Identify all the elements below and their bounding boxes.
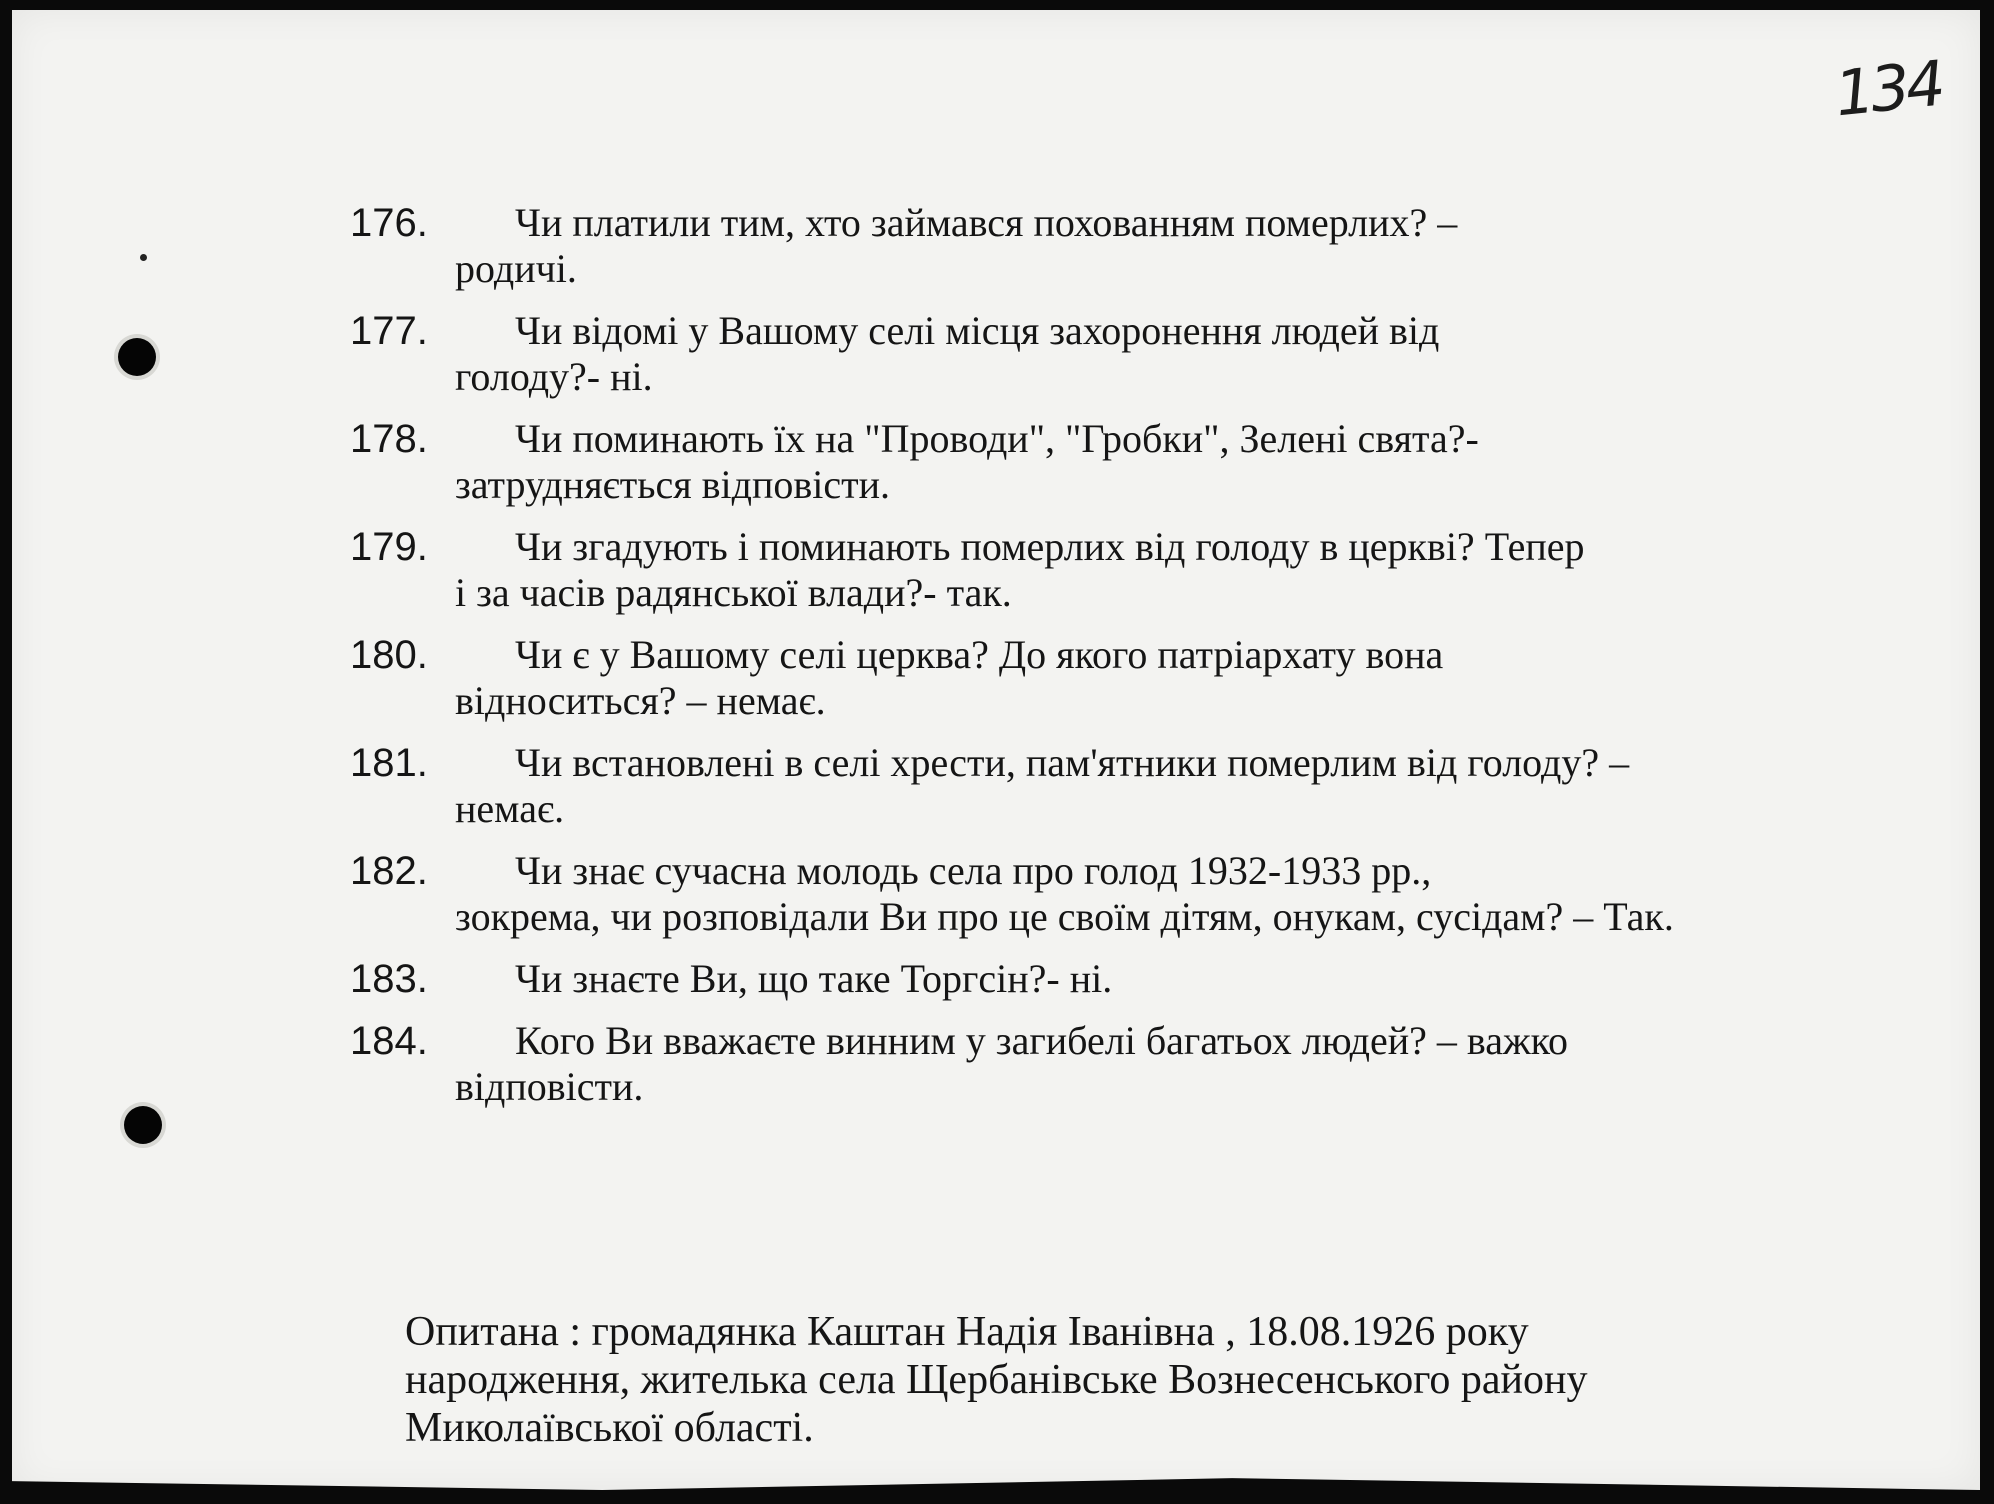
question-answer: немає. [455, 786, 565, 831]
question-answer: зокрема, чи розповідали Ви про це своїм дітям, онукам, сусідам? – Так. [455, 894, 1674, 939]
respondent-line: Опитана : громадянка Каштан Надія Іванівна , 18.08.1926 року [405, 1309, 1529, 1355]
question-text: Чи згадують і поминають померлих від голоду в церкві? Тепер [515, 524, 1585, 569]
question-text: Чи знаєте Ви, що таке Торгсін?- ні. [515, 956, 1113, 1001]
question-text: Кого Ви вважаєте винним у загибелі багатьох людей? – важко [515, 1018, 1569, 1063]
question-item [350, 740, 1850, 832]
speck-mark [140, 254, 147, 261]
question-number: 179. [350, 525, 428, 569]
question-text: Чи знає сучасна молодь села про голод 1932-1933 рр., [515, 848, 1432, 893]
question-number: 182. [350, 849, 428, 893]
respondent-line: народження, жителька села Щербанівське Вознесенського району [405, 1357, 1588, 1403]
question-text: Чи платили тим, хто займався похованням померлих? – [515, 200, 1458, 245]
question-text: Чи є у Вашому селі церква? До якого патріархату вона [515, 632, 1444, 677]
question-answer: і за часів радянської влади?- так. [455, 570, 1012, 615]
question-number: 184. [350, 1019, 428, 1063]
question-answer: родичі. [455, 246, 577, 291]
question-answer: затрудняється відповісти. [455, 462, 891, 507]
question-item [350, 416, 1850, 508]
question-number: 178. [350, 417, 428, 461]
respondent-info [405, 1308, 1805, 1452]
question-answer: голоду?- ні. [455, 354, 653, 399]
question-item [350, 308, 1850, 400]
question-text: Чи поминають їх на "Проводи", "Гробки", Зелені свята?- [515, 416, 1479, 461]
punch-hole-bottom [124, 1106, 162, 1144]
question-number: 176. [350, 201, 428, 245]
question-item [350, 200, 1850, 292]
question-text: Чи відомі у Вашому селі місця захоронення людей від [515, 308, 1440, 353]
question-item [350, 524, 1850, 616]
question-text: Чи встановлені в селі хрести, пам'ятники померлим від голоду? – [515, 740, 1630, 785]
question-number: 183. [350, 957, 428, 1001]
question-number: 181. [350, 741, 428, 785]
respondent-line: Миколаївської області. [405, 1405, 814, 1451]
question-number: 180. [350, 633, 428, 677]
question-item [350, 1018, 1850, 1110]
question-number: 177. [350, 309, 428, 353]
question-answer: відноситься? – немає. [455, 678, 826, 723]
question-item [350, 632, 1850, 724]
question-item [350, 848, 1850, 940]
questions-list [350, 200, 1850, 1126]
question-answer: відповісти. [455, 1064, 644, 1109]
punch-hole-top [118, 338, 156, 376]
question-item [350, 956, 1850, 1002]
handwritten-page-number: 134 [1831, 46, 1945, 131]
